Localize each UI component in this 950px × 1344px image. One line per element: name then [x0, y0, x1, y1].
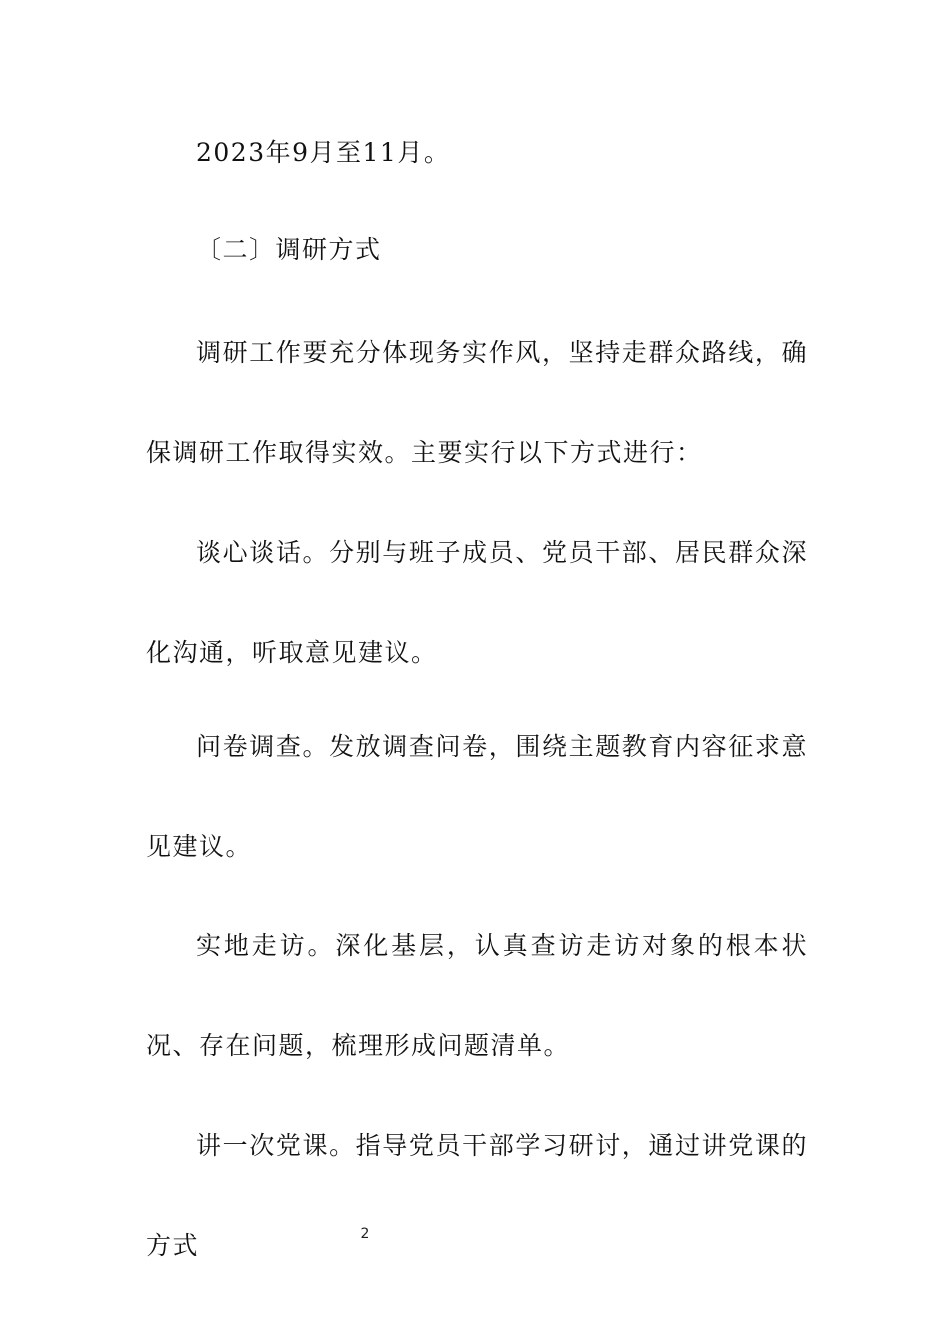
page-number: 2 [360, 1226, 370, 1242]
paragraph-heart-to-heart-talk: 谈心谈话。分别与班子成员、党员干部、居民群众深化沟通，听取意见建议。 [146, 538, 808, 667]
paragraph-questionnaire: 问卷调查。发放调查问卷，围绕主题教育内容征求意见建议。 [146, 732, 808, 861]
paragraph-date-range: 2023年9月至11月。 [196, 138, 451, 167]
paragraph-section-heading: 〔二〕调研方式 [196, 235, 382, 264]
paragraph-party-lecture: 讲一次党课。指导党员干部学习研讨，通过讲党课的方式 [146, 1131, 808, 1260]
paragraph-field-visit: 实地走访。深化基层，认真查访走访对象的根本状况、存在问题，梳理形成问题清单。 [146, 931, 808, 1060]
paragraph-research-method-intro: 调研工作要充分体现务实作风，坚持走群众路线，确保调研工作取得实效。主要实行以下方式进行： [146, 338, 808, 467]
